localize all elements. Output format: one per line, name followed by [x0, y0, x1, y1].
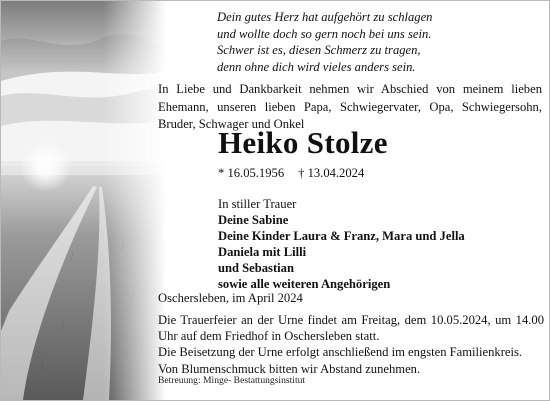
- life-dates: [218, 166, 364, 181]
- funeral-info: [158, 312, 544, 377]
- mourner-line: Deine Kinder Laura & Franz, Mara und Jella: [218, 229, 465, 243]
- poem-line: denn ohne dich wird vieles anders sein.: [217, 59, 416, 74]
- place-and-date: Oschersleben, im April 2024: [158, 291, 303, 305]
- poem-line: und wolltе doch so gern noch bei uns sein.: [217, 26, 432, 41]
- mourner-line: Daniela mit Lilli: [218, 245, 307, 259]
- mourners-list: [218, 196, 465, 292]
- landscape-path-image: [1, 1, 166, 400]
- mourner-line: Deine Sabine: [218, 213, 289, 227]
- death-date: † 13.04.2024: [298, 166, 365, 180]
- mourner-line: und Sebastian: [218, 261, 294, 275]
- flowers-note: Von Blumenschmuck bitten wir Abstand zunehmen.: [158, 361, 421, 376]
- poem-line: Dein gutes Herz hat aufgehört zu schlagen: [217, 10, 433, 24]
- poem-line: Schwer ist es, diesen Schmerz zu tragen,: [217, 43, 421, 58]
- mourners-intro: In stiller Trauer: [218, 197, 297, 211]
- funeral-home-credit: Betreuung: Minge- Bestattungsinstitut: [158, 375, 306, 386]
- mourner-line: sowie alle weiteren Angehörigen: [218, 277, 391, 291]
- birth-date: * 16.05.1956: [218, 166, 285, 180]
- deceased-name: Heiko Stolze: [218, 125, 388, 160]
- funeral-details: Die Trauerfeier an der Urne findet am Freitag, dem 10.05.2024, um 14.00 Uhr auf dem Friedhof in Oschersleben statt.: [158, 313, 544, 344]
- poem: [217, 9, 537, 75]
- farewell-intro: In Liebe und Dankbarkeit nehmen wir Abschied von meinem lieben Ehemann, unseren lieben Papa, Schwiegervater, Opa, Schwiegersohn, Bruder, Schwager und Onkel: [158, 82, 542, 131]
- burial-details: Die Beisetzung der Urne erfolgt anschließend im engsten Familienkreis.: [158, 345, 523, 360]
